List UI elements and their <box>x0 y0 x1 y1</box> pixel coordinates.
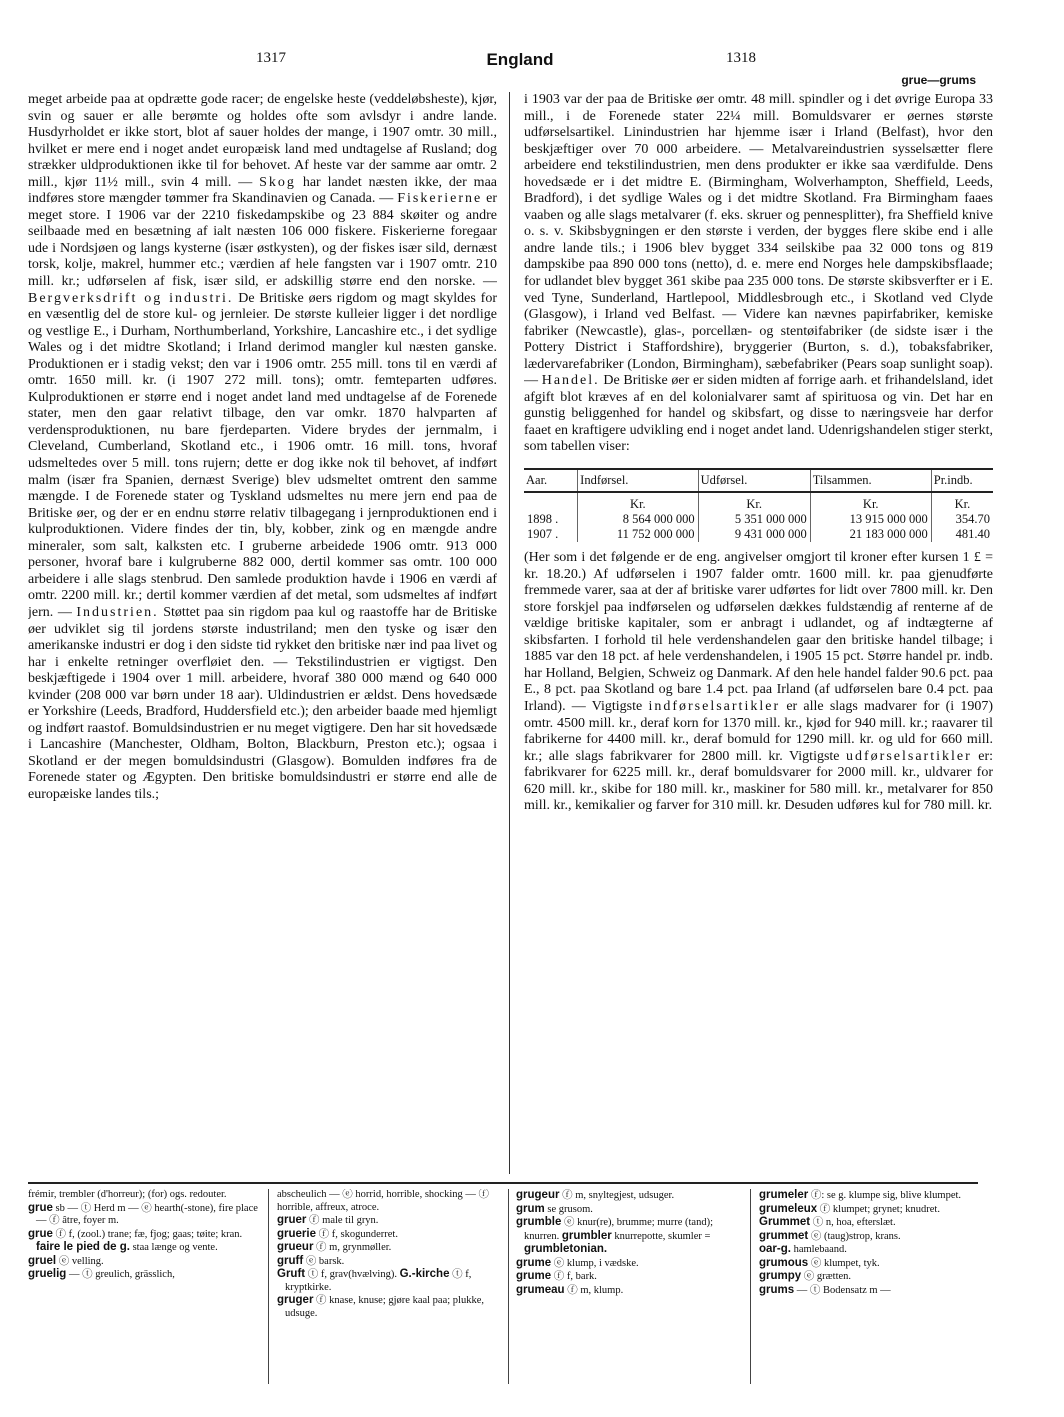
entry-definition: staa længe og vente. <box>132 1242 218 1253</box>
cell-total: 13 915 000 000 <box>810 512 931 527</box>
entry-term: gruff <box>277 1254 304 1267</box>
entry-term: oar-g. <box>759 1243 791 1255</box>
cell-year: 1907 . <box>527 527 559 542</box>
col-header-import: Indførsel. <box>578 469 698 492</box>
dictionary-entry <box>516 1256 742 1271</box>
entry-definition: se grusom. <box>547 1203 593 1215</box>
column-divider <box>268 1189 269 1384</box>
entry-term: grumous <box>759 1256 809 1269</box>
column-divider <box>750 1189 751 1384</box>
unit-cell: Kr. <box>931 492 993 512</box>
entry-term: gruer <box>277 1214 307 1226</box>
entry-definition: sb — ⓣ Herd m — ⓔ hearth(-stone), fire place — ⓕ âtre, foyer m. <box>36 1202 258 1226</box>
entry-definition: ⓕ f, (zool.) trane; fæ, fjog; gaas; tøite; kran. <box>55 1228 243 1240</box>
text-run: De Britiske øers rigdom og magt skyldes for en væsentlig del de store kul- og jernleier. De største kulleier ligger i det nordlige og vestlige E., i Durham, Northumberland, Yorkshire, Lancashire etc., i det sydlige Wales og i det midtre Skotland; i Irland derimod mangler kul næsten ganske. Produktionen er i stadig vekst; den var i 1906 omtr. 255 mill. tons til en værdi af omtr. 1650 mill. kr. (i 1907 272 mill. tons); omtr. femteparten udføres. Kulproduktionen er større end i noget andet land med undtagelse af de Forenede stater, men den gaar relativt tilbage, den var omkr. 1870 halvparten af verdensproduktionen, nu bare fjerdeparten. Videre brydes der jernmalm, i Cleveland, Cumberland, Skotland etc., i 1906 omtr. 16 mill. tons, hvoraf udsmeltedes over 5 mill. tons rujern; dette er dog ikke nok til behovet, af indført malm (især fra Spanien, dernæst Sverige) blev udsmeltet omtrent den samme mængde. I de Forenede stater og Tyskland udsmeltes nu mere jern end paa de Britiske øer, og der er en endnu større relativ tilbagegang i jernproduktionen end i kulproduktionen. Videre findes der tin, bly, kobber, zink og en mængde andre mineraler, som salt, kalksten etc. I gruberne arbeidede 1906 omtr. 913 000 personer, hvoraf bare i kulgruberne 882 000, dertil kommer sas omtr. 100 000 arbeidere i alle slags stenbrud. Den samlede produktion havde i 1906 en værdi af omtr. 2200 mill. kr.; dertil kommer værdien af det metal, som udsmeltes af indført jern. — <box>28 290 497 620</box>
section-heading-udforselsartikler: udførselsartikler <box>846 748 972 764</box>
entry-definition: ⓕ male til gryn. <box>309 1215 379 1226</box>
entry-definition: ⓕ f, bark. <box>553 1271 597 1282</box>
cell-export: 5 351 000 000 <box>698 512 810 527</box>
entry-definition: ⓣ f, grav(hvælving). <box>307 1269 397 1280</box>
entry-term: grumeleux <box>759 1202 818 1215</box>
dictionary-column-4 <box>759 1189 979 1384</box>
dictionary-entry <box>759 1243 979 1257</box>
dictionary-entry <box>277 1241 499 1255</box>
cell-per-capita: 354.70 <box>931 512 993 527</box>
page-title: England <box>486 50 554 69</box>
article-paragraph <box>28 92 497 804</box>
column-divider <box>509 92 510 1174</box>
cell-export: 9 431 000 000 <box>698 527 810 542</box>
table-row <box>524 512 993 527</box>
unit-cell: Kr. <box>698 492 810 512</box>
text-run: meget arbeide paa at opdrætte gode racer; de engelske heste (veddeløbsheste), kjør, svin og sauer er alle berømte og holdes ofte som avlsdyr i andre lande. Husdyrholdet er ikke stort, blot af sauer holdes der mange, i 1907 omtr. 30 mill., hvilket er mere end i noget andet europæisk land med undtagelse af Rusland; dog strækker uldproduktionen ikke til for behovet. Af heste var der samme aar omtr. 2 mill., kjør 11½ mill., svin 4 mill. — <box>28 92 497 190</box>
entry-definition: frémir, trembler (d'horreur); (for) ogs. redouter. <box>28 1189 227 1200</box>
dictionary-entry <box>759 1202 979 1217</box>
entry-term: grumpy <box>759 1270 802 1282</box>
dictionary-entry <box>516 1216 742 1257</box>
entry-term: gruelig <box>28 1268 67 1280</box>
entry-term: G.-kirche <box>399 1268 450 1280</box>
dictionary-entry <box>28 1268 260 1282</box>
entry-definition: ⓔ knur(re), brumme; murre (tand); knurren. <box>524 1217 713 1242</box>
entry-definition: — ⓣ greulich, grässlich, <box>68 1269 175 1280</box>
column-divider <box>508 1189 509 1384</box>
dictionary-entry <box>516 1202 742 1217</box>
entry-definition: ⓕ knase, knuse; gjøre kaal paa; plukke, udsuge. <box>285 1295 484 1319</box>
entry-term: grugeur <box>516 1189 560 1201</box>
left-text-column <box>28 92 497 1174</box>
entry-definition: hamlebaand. <box>793 1244 847 1255</box>
entry-term: Grummet <box>759 1216 811 1228</box>
entry-term: grumbler <box>561 1229 612 1242</box>
footer-divider <box>28 1182 978 1184</box>
col-header-year: Aar. <box>524 469 578 492</box>
page-number-left: 1317 <box>256 50 286 66</box>
dictionary-entry <box>277 1227 499 1242</box>
cell-import: 8 564 000 000 <box>578 512 698 527</box>
entry-definition: ⓔ (taug)strop, krans. <box>810 1230 901 1242</box>
entry-term: grums <box>759 1283 795 1296</box>
article-paragraph <box>524 550 993 815</box>
entry-term: grue <box>28 1227 53 1240</box>
entry-term: grume <box>516 1270 552 1282</box>
entry-definition: ⓕ m, klump. <box>567 1284 624 1296</box>
entry-term: grummet <box>759 1229 809 1242</box>
entry-term: faire le pied de g. <box>36 1241 130 1253</box>
unit-cell: Kr. <box>578 492 698 512</box>
cell-per-capita: 481.40 <box>931 527 993 542</box>
cell-total: 21 183 000 000 <box>810 527 931 542</box>
dictionary-entry <box>759 1216 979 1230</box>
entry-definition: ⓕ klumpet; grynet; knudret. <box>819 1203 940 1215</box>
table-row <box>524 527 993 542</box>
entry-definition: ⓣ n, hoa, efterslæt. <box>812 1217 896 1228</box>
entry-term: grumeler <box>759 1189 809 1201</box>
text-run: har landet næsten ikke, der maa indføres store mængder tømmer fra Skandinavien og Canada. — <box>28 174 497 207</box>
text-run: er alle slags madvarer for (i 1907) omtr. 4500 mill. kr., deraf korn for 1370 mill. kr., kjød for 940 mill. kr.; raavarer til fabrikerne for 4400 mill. kr., deraf bomuld for 1290 mill. kr. og uld for 660 mill. kr.; alle slags fabrikvarer for 2800 mill. kr. Vigtigste <box>524 698 993 764</box>
entry-term: gruerie <box>277 1227 316 1240</box>
dictionary-entry <box>277 1189 499 1214</box>
entry-term: grumeau <box>516 1283 565 1296</box>
entry-term: gruel <box>28 1254 57 1267</box>
dictionary-entry <box>28 1254 260 1269</box>
col-header-total: Tilsammen. <box>810 469 931 492</box>
right-text-column <box>524 92 993 1174</box>
dictionary-entry <box>759 1229 979 1244</box>
entry-term: gruger <box>277 1294 314 1306</box>
entry-term: grue <box>28 1201 53 1214</box>
dictionary-column-1 <box>28 1189 260 1384</box>
trade-table-header <box>524 469 993 492</box>
entry-definition: ⓔ velling. <box>58 1255 104 1267</box>
entry-term: grume <box>516 1256 552 1269</box>
dictionary-entry <box>516 1189 742 1203</box>
entry-term: Gruft <box>277 1268 306 1280</box>
unit-row <box>524 492 993 512</box>
entry-definition: ⓔ klump, i vædske. <box>553 1257 639 1269</box>
entry-definition: ⓣ f, kryptkirke. <box>285 1269 472 1293</box>
text-run: er meget store. I 1906 var der 2210 fiskedampskibe og 23 884 skøiter og andre seilbaade med en besætning af ialt næsten 106 000 fiskere. Fiskerierne foregaar ude i Nordsjøen og langs kysterne (især østkysten), og der fiskes især sild, dernæst torsk, kolje, makrel, hummer etc.; værdien af hele fangsten var i 1907 omtr. 210 mill. kr.; udførselen af fisk, især sild, er adskillig større end den norske. — <box>28 191 497 290</box>
entry-definition: ⓕ m, snyltegjest, udsuger. <box>562 1190 675 1201</box>
dictionary-column-3 <box>516 1189 742 1384</box>
section-heading-industrien: Industrien. <box>76 604 159 620</box>
dictionary-entry <box>277 1268 499 1294</box>
entry-term: grueur <box>277 1241 314 1253</box>
section-heading-bergverksdrift: Bergverksdrift og industri. <box>28 290 234 306</box>
page-number-right: 1318 <box>726 50 756 66</box>
unit-cell: Kr. <box>810 492 931 512</box>
col-header-per-capita: Pr.indb. <box>931 469 993 492</box>
section-heading-skog: Skog <box>259 174 296 190</box>
dictionary-entry <box>28 1189 260 1202</box>
section-heading-indforselsartikler: indførselsartikler <box>648 698 781 714</box>
guide-words: grue—grums <box>901 73 976 87</box>
cell-import: 11 752 000 000 <box>578 527 698 542</box>
dictionary-entry <box>277 1214 499 1228</box>
dictionary-entry <box>759 1270 979 1284</box>
dictionary-entry <box>516 1283 742 1298</box>
dictionary-entry <box>759 1256 979 1271</box>
dictionary-entry <box>516 1270 742 1284</box>
text-run: er: fabrikvarer for 6225 mill. kr., deraf bomuldsvarer for 2000 mill. kr., uldvarer for 620 mill. kr., skibe for 180 mill. kr., maskiner for 580 mill. kr., metalvarer for 850 mill. kr., kemikalier og farver for 310 mill. kr. Desuden udføres kul for 780 mill. kr. <box>524 748 993 814</box>
entry-definition: — ⓣ Bodensatz m — <box>796 1284 891 1296</box>
entry-term: grumbletonian. <box>524 1243 608 1255</box>
col-header-export: Udførsel. <box>698 469 810 492</box>
entry-term: grumble <box>516 1216 562 1228</box>
dictionary-entry <box>28 1227 260 1255</box>
entry-definition: ⓔ klumpet, tyk. <box>810 1257 880 1269</box>
dictionary-entry <box>759 1283 979 1298</box>
section-heading-fiskerierne: Fiskerierne <box>397 191 483 207</box>
dictionary-entry <box>277 1294 499 1320</box>
dictionary-entry <box>759 1189 979 1203</box>
section-heading-handel: Handel. <box>541 373 600 389</box>
entry-definition: ⓕ m, grynmøller. <box>316 1242 392 1253</box>
entry-definition: ⓔ barsk. <box>305 1255 345 1267</box>
trade-table <box>524 468 993 542</box>
article-paragraph <box>524 92 993 456</box>
text-run: De Britiske øer er siden midten af forrige aarh. et frihandelsland, idet afgift blot kræves af en del kolonialvarer samt af spirituosa og vin. Det har en gunstig beliggenhed for handel og skibsfart, og disse to næringsveie har derfor faaet en kraftigere udvikling end i noget andet land. Udenrigshandelen stiger sterkt, som tabellen viser: <box>524 373 993 455</box>
entry-definition: abscheulich — ⓔ horrid, horrible, shocking — ⓕ horrible, affreux, atroce. <box>277 1189 489 1213</box>
entry-term: grum <box>516 1202 545 1215</box>
entry-definition: ⓔ grætten. <box>803 1271 852 1282</box>
cell-year: 1898 . <box>527 512 559 527</box>
entry-definition: ⓕ: se g. klumpe sig, blive klumpet. <box>810 1190 962 1201</box>
unit-cell <box>524 492 578 512</box>
text-run: Støttet paa sin rigdom paa kul og raastoffe har de Britiske øer udviklet sig til jordens største industriland; men den tyske og især den amerikanske industri er dog i den sidste tid rykket den britiske nær ind paa livet og har i enkelte retninger overfløiet den. — Tekstilindustrien er vigtigst. Den beskjæftigede i 1904 over 1 mill. arbeidere, hvoraf 380 000 mænd og 640 000 kvinder (208 000 var børn under 18 aar). Uldindustrien er ældst. Dens hovedsæde er Yorkshire (Leeds, Bradford, Huddersfield etc.); den arbeider baade med hjemligt og indført raastof. Bomuldsindustrien er nu meget vigtigere. Den har sit hovedsæde i Lancashire (Manchester, Oldham, Bolton, Blackburn, Preston etc.); ogsaa i Skotland er der megen bomuldsindustri (Glasgow). Bomulden indføres fra de Forenede stater og Ægypten. Den britiske bomuldsindustri er større end alle de europæiske landes tils.; <box>28 604 497 802</box>
dictionary-column-2 <box>277 1189 499 1384</box>
text-run: (Her som i det følgende er de eng. angivelser omgjort til kroner efter kursen 1 £ = kr. 18.20.) Af udførselen i 1907 falder omtr. 1600 mill. kr. paa gjenudførte fremmede varer, saa at der af britiske varer udførtes for lidt over 7800 mill. kr. Den store forskjel paa indførselen og udførselen dækkes fuldstændig af renterne af de vældige britiske kapitaler, som er anbragt i udlandet, og af indtægterne af skibsfarten. I forhold til hele verdenshandelen gaar den britiske handel tilbage; i 1885 var den 18 pct. af hele verdenshandelen, i 1905 15 pct. Større handel pr. indb. har Holland, Belgien, Schweiz og Danmark. Af den hele handel falder 90.6 pct. paa E., 8 pct. paa Skotland og bare 1.4 pct. paa Irland (af udførselen bare 0.4 pct. paa Irland). — Vigtigste <box>524 550 993 714</box>
text-run: i 1903 var der paa de Britiske øer omtr. 48 mill. spindler og i det øvrige Europa 33 mill., i de Forenede stater 22¼ mill. Bomuldsvarer er øernes største udførselsartikel. Linindustrien har hjemme især i Irland (Belfast), hvor den beskjæftiger over 70 000 arbeidere. — Metalvareindustrien sysselsætter flere arbeidere end tekstilindustrien, men dens produkter er ikke saa værdifulde. Dens hovedsæde er i det midtre E. (Birmingham, Wolverhampton, Sheffield, Leeds, Bradford), i det sydlige Wales og i det midtre Skotland. Fra Birmingham faaes vaaben og alle slags metalvarer (f. eks. skruer og pennesplitter), fra Sheffield knive o. s. v. Skibsbygningen er den største i verden, der bygges flere skibe end i alle andre lande tils.; i 1906 blev bygget 334 seilskibe paa 32 000 tons og 819 dampskibe paa 890 000 tons (netto), d. e. mere end Norges hele dampskibsflaade; for udlandet blev bygget 361 skibe paa 235 000 tons. De største skibsverfter er i E. ved Tyne, Sunderland, Hartlepool, Middlesbrough etc., i Skotland ved Clyde (Glasgow), i Irland ved Belfast. — Videre kan nævnes papirfabriker, kemiske fabriker (Newcastle), glas-, porcellæn- og stentøifabriker (de sidste især i the Pottery District i Staffordshire), bryggerier (Burton, s. d.), tobaksfabriker, lædervarefabriker (London, Birmingham), sæbefabriker (Pears soap sunlight soap). — <box>524 92 993 389</box>
dictionary-entry <box>28 1201 260 1228</box>
entry-definition: knurrepotte, skumler = <box>614 1230 711 1242</box>
dictionary-entry <box>277 1254 499 1269</box>
entry-definition: ⓕ f, skogunderret. <box>318 1228 398 1240</box>
